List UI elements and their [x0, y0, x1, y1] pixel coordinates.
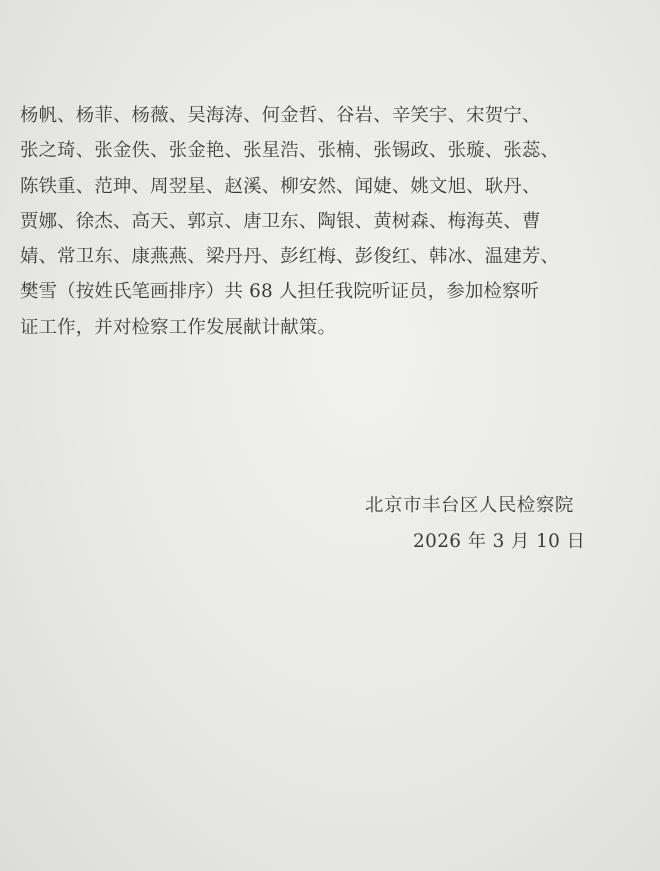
body-line-4: 贾娜、徐杰、高天、郭京、唐卫东、陶银、黄树森、梅海英、曹: [20, 210, 541, 232]
issuing-organization: 北京市丰台区人民检察院: [365, 495, 574, 516]
issue-date: 2026 年 3 月 10 日: [413, 531, 586, 552]
body-line-2: 张之琦、张金佚、张金艳、张星浩、张楠、张锡政、张璇、张蕊、: [20, 140, 560, 162]
body-line-3: 陈铁重、范珅、周翌星、赵溪、柳安然、闻婕、姚文旭、耿丹、: [20, 175, 541, 197]
signature-block: [365, 488, 625, 560]
body-line-7: 证工作，并对检察工作发展献计献策。: [20, 316, 337, 338]
announcement-body: [20, 98, 645, 345]
body-line-6: 樊雪（按姓氏笔画排序）共 68 人担任我院听证员，参加检察听: [20, 281, 540, 303]
body-line-5: 婧、常卫东、康燕燕、梁丹丹、彭红梅、彭俊红、韩冰、温建芳、: [20, 246, 560, 268]
body-line-1: 杨帆、杨菲、杨薇、吴海涛、何金哲、谷岩、辛笑宇、宋贺宁、: [20, 105, 541, 126]
